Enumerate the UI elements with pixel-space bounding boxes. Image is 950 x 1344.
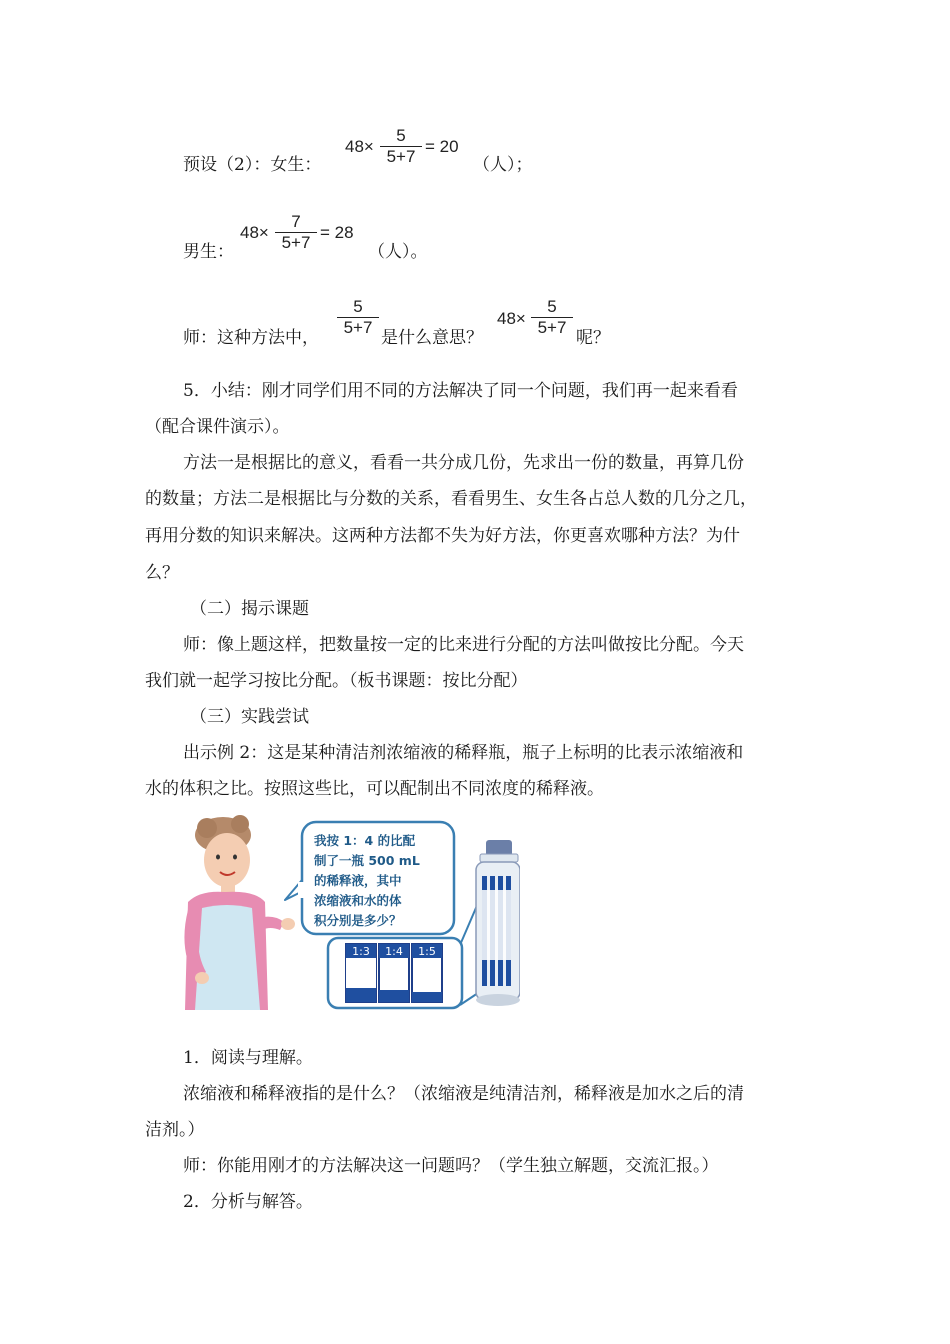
- female-unit: （人）；: [473, 155, 533, 175]
- ratio-label-1-4: 1:4: [385, 945, 403, 958]
- female-expr-left: 48×: [345, 137, 374, 156]
- question-fraction-2: [530, 297, 574, 338]
- teacher-question-suffix: 呢？: [576, 328, 610, 348]
- section-heading: 1．阅读与理解。: [183, 1048, 313, 1068]
- paragraph-line: 5．小结：刚才同学们用不同的方法解决了同一个问题，我们再一起来看看: [183, 381, 738, 401]
- female-fraction: [379, 126, 423, 167]
- question-fraction-1: [336, 297, 380, 338]
- male-fraction-denominator: 5+7: [281, 233, 311, 252]
- question-fraction-1-numerator: 5: [353, 297, 363, 316]
- male-expr-left: 48×: [240, 223, 269, 242]
- speech-bubble: [285, 822, 454, 934]
- paragraph-line: 出示例 2：这是某种清洁剂浓缩液的稀释瓶，瓶子上标明的比表示浓缩液和: [183, 743, 744, 763]
- yushe-female-prefix: 预设（2）：女生：: [183, 155, 322, 175]
- teacher-question-mid: 是什么意思？: [381, 328, 483, 348]
- ratio-label-1-5: 1:5: [418, 945, 436, 958]
- paragraph-line: 洁剂。）: [145, 1120, 205, 1140]
- speech-line-4: 浓缩液和水的体: [314, 893, 402, 908]
- example-illustration: [180, 810, 520, 1015]
- section-heading: （二）揭示课题: [190, 599, 309, 619]
- speech-line-3: 的稀释液，其中: [314, 873, 402, 888]
- paragraph-line: 我们就一起学习按比分配。（板书课题：按比分配）: [145, 671, 528, 691]
- question-expr-2-left: 48×: [497, 309, 526, 328]
- female-fraction-denominator: 5+7: [386, 147, 416, 166]
- paragraph-line: 方法一是根据比的意义，看看一共分成几份，先求出一份的数量，再算几份: [183, 453, 744, 473]
- paragraph-line: 水的体积之比。按照这些比，可以配制出不同浓度的稀释液。: [145, 779, 604, 799]
- dilution-bottle-icon: [476, 840, 520, 1006]
- question-fraction-1-denominator: 5+7: [343, 318, 373, 337]
- section-heading: 2．分析与解答。: [183, 1192, 313, 1212]
- question-fraction-2-denominator: 5+7: [537, 318, 567, 337]
- section-heading: （三）实践尝试: [190, 707, 309, 727]
- female-fraction-numerator: 5: [396, 126, 406, 145]
- paragraph-line: （配合课件演示）。: [145, 417, 290, 437]
- paragraph-line: 么？: [145, 563, 179, 583]
- woman-figure-icon: [184, 815, 295, 1010]
- female-expr-right: = 20: [425, 137, 459, 156]
- paragraph-line: 师：像上题这样，把数量按一定的比来进行分配的方法叫做按比分配。今天: [183, 635, 744, 655]
- paragraph-line: 再用分数的知识来解决。这两种方法都不失为好方法，你更喜欢哪种方法？为什: [145, 526, 740, 546]
- male-prefix: 男生：: [183, 242, 234, 262]
- paragraph-line: 的数量；方法二是根据比与分数的关系，看看男生、女生各占总人数的几分之几，: [145, 489, 757, 509]
- speech-line-2: 制了一瓶 500 mL: [314, 853, 420, 868]
- question-fraction-2-numerator: 5: [547, 297, 557, 316]
- ratio-label-1-3: 1:3: [352, 945, 370, 958]
- paragraph-line: 浓缩液和稀释液指的是什么？（浓缩液是纯清洁剂，稀释液是加水之后的清: [183, 1084, 744, 1104]
- male-fraction: [274, 212, 318, 253]
- speech-line-1: 我按 1：4 的比配: [314, 833, 416, 848]
- male-unit: （人）。: [368, 242, 428, 262]
- paragraph-line: 师：你能用刚才的方法解决这一问题吗？（学生独立解题，交流汇报。）: [183, 1156, 719, 1176]
- speech-line-5: 积分别是多少？: [314, 913, 402, 928]
- male-fraction-numerator: 7: [291, 212, 301, 231]
- male-expr-right: = 28: [320, 223, 354, 242]
- teacher-question-prefix: 师：这种方法中，: [183, 328, 319, 348]
